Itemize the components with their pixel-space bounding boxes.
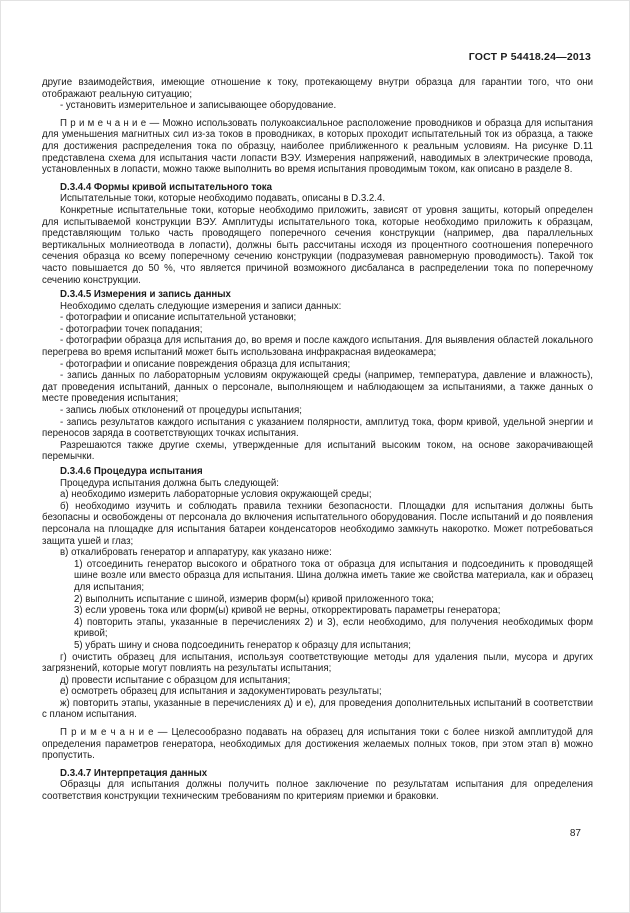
paragraph: а) необходимо измерить лабораторные условия окружающей среды;	[60, 489, 372, 501]
sub-list-item: 4) повторить этапы, указанные в перечислениях 2) и 3), если необходимо, для получения необходимых форм кривой;	[74, 616, 593, 640]
paragraph: в) откалибровать генератор и аппаратуру, как указано ниже:	[60, 547, 332, 559]
paragraph: Конкретные испытательные токи, которые необходимо приложить, зависят от уровня защиты, который определен для испытываемой конструкции ВЭУ. Амплитуды испытательного тока, которые необходимо приложить к образцам, представляющим только часть проводящего поперечного сечения конструкции (например, два параллельных вертикальных молниеотвода в лопасти), должны быть рассчитаны исходя из процентного соотношения поперечного сечения образца ко всему поперечному сечению конструкции (подразумевая равномерную проводимость). Такой ток часто повышается до 50 %, что является причиной возможного дисбаланса в распределении тока по поперечному сечению конструкции.	[42, 204, 593, 286]
paragraph: Испытательные токи, которые необходимо подавать, описаны в D.3.2.4.	[60, 193, 386, 205]
standard-number-header: ГОСТ Р 54418.24—2013	[468, 51, 591, 63]
note-paragraph: П р и м е ч а н и е — Можно использовать полукоаксиальное расположение проводников и образца для испытания для уменьшения магнитных сил из-за токов в проводниках, в которых проходит испытательный ток из образца, а также для достижения распределения тока по образцу, наиболее приближенного к реальным условиям. На рисунке D.11 представлена схема для испытания части лопасти ВЭУ. Измерения напряжений, наводимых в электрические провода, установленных в лопасти, можно также выполнить во время испытания проводимым током, как описано в разделе 8.	[42, 117, 593, 176]
section-heading: D.3.4.7 Интерпретация данных	[60, 767, 208, 779]
paragraph: - запись результатов каждого испытания с указанием полярности, амплитуд тока, форм кривой, удельной энергии и переносов заряда в соответствующих точках испытания.	[42, 416, 593, 440]
paragraph: б) необходимо изучить и соблюдать правила техники безопасности. Площадки для испытания должны быть безопасны и освобождены от персонала до включения испытательного оборудования. После испытаний и до появления персонала на площадке для испытания батареи конденсаторов необходимо замкнуть накоротко. Может потребоваться защита ушей и глаз;	[42, 500, 593, 547]
section-heading: D.3.4.6 Процедура испытания	[60, 466, 203, 477]
document-content	[42, 77, 593, 803]
paragraph: - фотографии точек попадания;	[60, 323, 203, 335]
paragraph: - запись любых отклонений от процедуры испытания;	[60, 405, 302, 417]
paragraph-continuation: другие взаимодействия, имеющие отношение к току, протекающему внутри образца для гарантии того, что они отображают реальную ситуацию;	[42, 77, 593, 100]
paragraph: - фотографии и описание испытательной установки;	[60, 312, 297, 324]
section-heading: D.3.4.4 Формы кривой испытательного тока	[60, 181, 273, 193]
paragraph: - установить измерительное и записывающее оборудование.	[60, 100, 337, 112]
note-paragraph: П р и м е ч а н и е — Целесообразно подавать на образец для испытания токи с более низкой амплитудой для определения параметров генератора, необходимых для достижения желаемых полных токов, при этом этап в) можно пропустить.	[42, 727, 593, 762]
paragraph: ж) повторить этапы, указанные в перечислениях д) и е), для проведения дополнительных испытаний в соответствии с планом испытания.	[42, 697, 593, 721]
paragraph: д) провести испытание с образцом для испытания;	[60, 674, 291, 686]
page-number: 87	[569, 828, 581, 839]
sub-list-item: 5) убрать шину и снова подсоединить генератор к образцу для испытания;	[74, 639, 411, 651]
sub-list-item: 3) если уровень тока или форм(ы) кривой не верны, откорректировать параметры генератора;	[74, 605, 501, 617]
paragraph: г) очистить образец для испытания, используя соответствующие методы для удаления пыли, мусора и других загрязнений, которые могут повлиять на результаты испытания;	[42, 651, 593, 675]
sub-list-item: 1) отсоединить генератор высокого и обратного тока от образца для испытания и подсоединить к проводящей шине возле или вместо образца для испытания. Шина должна иметь такие же свойства материала, как и образец для испытания;	[74, 558, 593, 593]
paragraph: е) осмотреть образец для испытания и задокументировать результаты;	[60, 686, 382, 698]
paragraph: Разрешаются также другие схемы, утвержденные для испытаний высоким током, на основе закорачивающей перемычки.	[42, 439, 593, 463]
sub-list-item: 2) выполнить испытание с шиной, измерив форм(ы) кривой приложенного тока;	[74, 593, 434, 605]
paragraph: - фотографии образца для испытания до, во время и после каждого испытания. Для выявления областей локального перегрева во время испытаний может быть использована инфракрасная видеокамера;	[42, 335, 593, 359]
section-heading: D.3.4.5 Измерения и запись данных	[60, 289, 231, 301]
paragraph: Процедура испытания должна быть следующей:	[60, 477, 279, 489]
paragraph: Необходимо сделать следующие измерения и записи данных:	[60, 300, 342, 312]
paragraph: - запись данных по лабораторным условиям окружающей среды (например, температура, давление и влажность), дат проведения испытаний, данных о персонале, выполняющем и наблюдающем за испытаниями, а также данных о месте проведения испытания;	[42, 370, 593, 405]
paragraph: Образцы для испытания должны получить полное заключение по результатам испытания для определения соответствия конструкции техническим требованиям по критериям приемки и браковки.	[42, 779, 593, 803]
paragraph: - фотографии и описание повреждения образца для испытания;	[60, 358, 351, 370]
